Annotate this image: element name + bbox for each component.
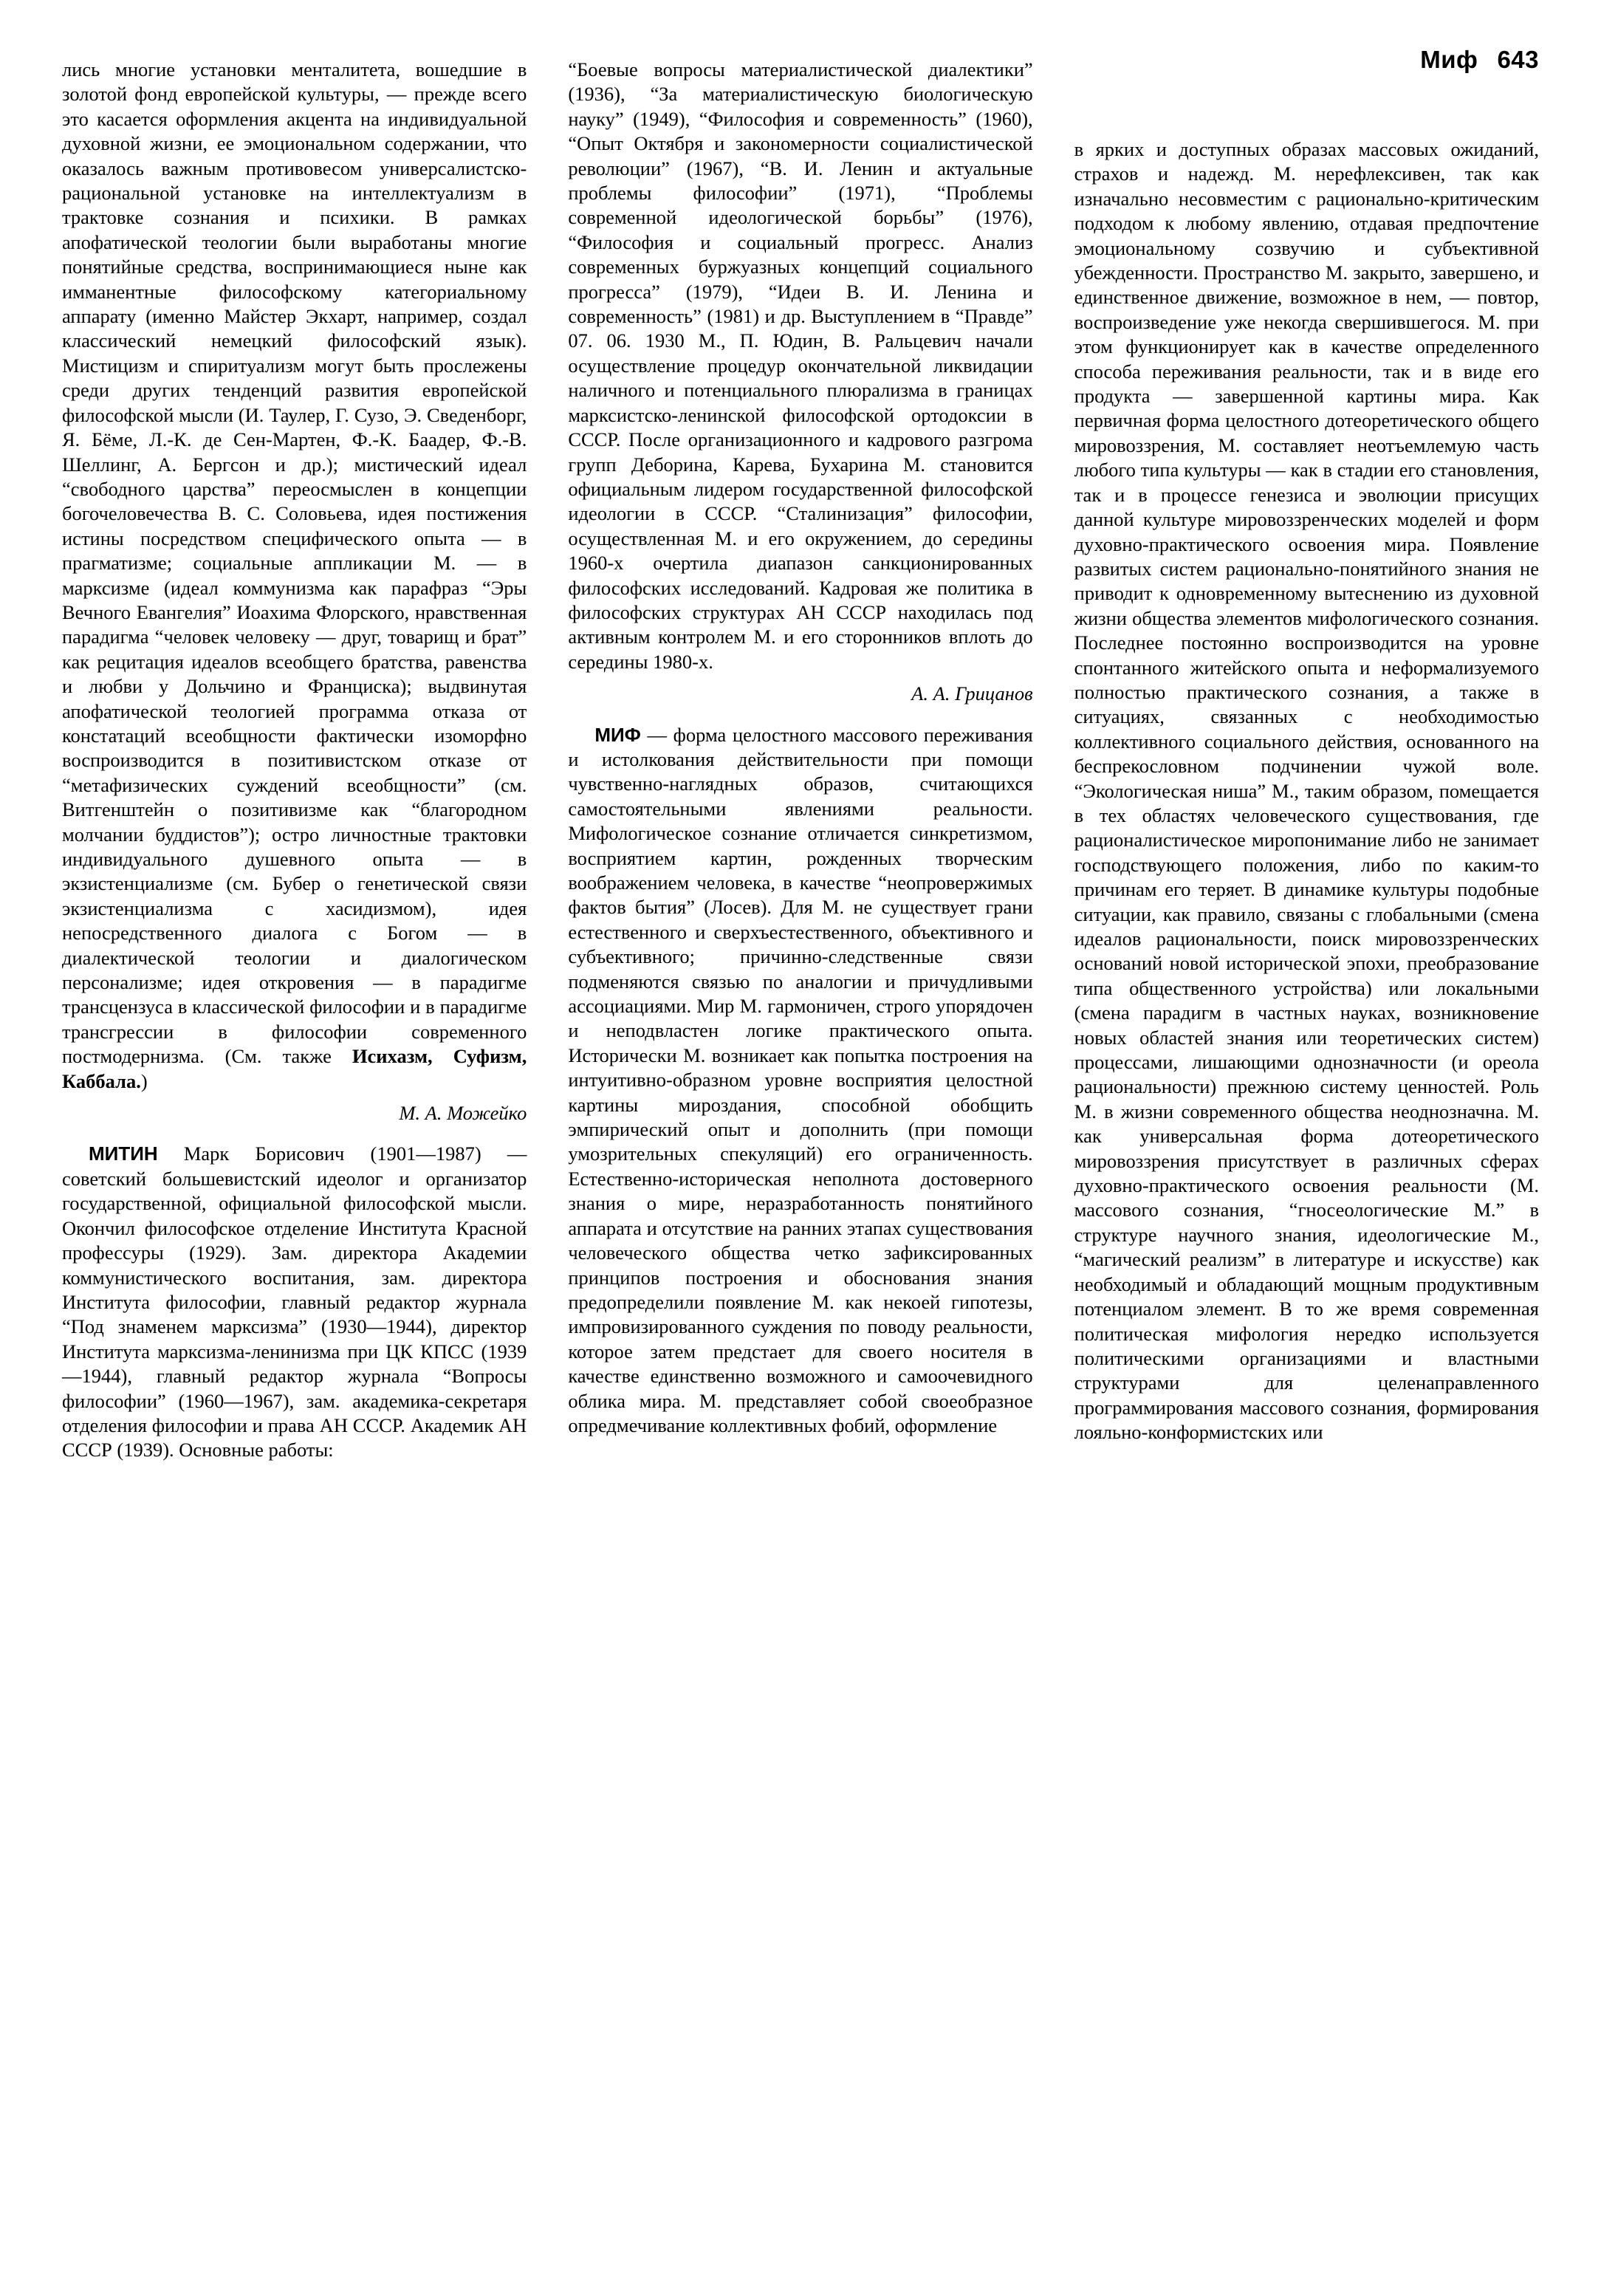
text-columns: [62, 58, 1539, 1463]
entry-author-gritsanov: А. А. Грицанов: [911, 682, 1033, 705]
entry-mitin: [62, 1142, 527, 1462]
col3-text: в ярких и доступных образах массовых ожиданий, страхов и надежд. М. нерефлексивен, так как изначально несовместим с рационально-критическим подходом к любому явлению, отдавая предпочтение эмоциональному созвучию и субъективной убежденности. Пространство М. закрыто, завершено, и единственное движение, возможное в нем, — повтор, воспроизведение уже некогда свершившегося. М. при этом функционирует как в качестве определенного способа переживания реальности, так и в виде его продукта — завершенной картины мира. Как первичная форма целостного дотеоретического общего мировоззрения, М. составляет неотъемлемую часть любого типа культуры — как в стадии его становления, так и в процессе генезиса и эволюции присущих данной культуре мировоззренческих моделей и форм духовно-практического освоения мира. Появление развитых систем рационально-понятийного знания не приводит к одновременному вытеснению из духовной жизни общества элементов мифологического сознания. Последнее постоянно воспроизводится на уровне спонтанного житейского опыта и неформализуемого полностью практического сознания, а также в ситуациях, связанных с необходимостью коллективного социального действия, основанного на беспрекословном подчинении чужой воле. “Экологическая ниша” М., таким образом, помещается в тех областях человеческого существования, где рационалистическое миропонимание либо не занимает господствующего положения, либо по каким-то причинам его теряет. В динамике культуры подобные ситуации, как правило, связаны с глобальными (смена идеалов рациональности, поиск мировоззренческих оснований новой исторической эпохи, преобразование типа общественного устройства) или локальными (смена парадигм в частных науках, возникновение новых областей знания или теоретических систем) процессами, лишающими однозначности (и ореола рациональности) прежнюю систему ценностей. Роль М. в жизни современного общества неоднозначна. М. как универсальная форма дотеоретического мировоззрения присутствует в различных сферах духовно-практического освоения реальности (М. массового сознания, “гносеологические М.” в структуре научного знания, идеологические М., “магический реализм” в литературе и искусстве) как необходимый и обладающий мощным продуктивным потенциалом элемент. В то же время современная политическая мифология нередко используется политическими организациями и властными структурами для целенаправленного программирования массового сознания, формирования лояльно-конформистских или: [1074, 138, 1539, 1444]
col2-continuation-text: “Боевые вопросы материалистической диалектики” (1936), “За материалистическую биологическую науку” (1949), “Философия и современность” (1960), “Опыт Октября и закономерности социалистической революции” (1967), “В. И. Ленин и актуальные проблемы философии” (1971), “Проблемы современной идеологической борьбы” (1976), “Философия и социальный прогресс. Анализ современных буржуазных концепций социального прогресса” (1979), “Идеи В. И. Ленина и современность” (1981) и др. Выступлением в “Правде” 07. 06. 1930 М., П. Юдин, В. Ральцевич начали осуществление процедур окончательной ликвидации наличного и потенциального плюрализма в границах марксистско-ленинской философской ортодоксии в СССР. После организационного и кадрового разгрома групп Деборина, Карева, Бухарина М. становится официальным лидером государственной философской идеологии в СССР. “Сталинизация” философии, осуществленная М. и его окружением, до середины 1960-х очертила диапазон санкционированных философских исследований. Кадровая же политика в философских структурах АН СССР находилась под активным контролем М. и его сторонников вплоть до середины 1980-х.: [568, 58, 1033, 673]
col1-cross-reference: Исихазм, Суфизм, Каббала.: [62, 1045, 527, 1092]
entry-term-mif: МИФ: [594, 723, 641, 746]
paragraph-continuation-col1: [62, 58, 527, 1094]
col1-continuation-text: лись многие установки менталитета, вошедшие в золотой фонд европейской культуры, — прежде всего это касается оформления акцента на индивидуальной духовной жизни, ее эмоциональном содержании, что оказалось важным противовесом универсалистско-рациональной установке на интеллектуализм в трактовке сознания и психики. В рамках апофатической теологии были выработаны многие понятийные средства, воспринимающиеся ныне как имманентные философскому категориальному аппарату (именно Майстер Экхарт, например, создал классический немецкий философский язык). Мистицизм и спиритуализм могут быть прослежены среди других тенденций развития европейской философской мысли (И. Таулер, Г. Сузо, Э. Сведенборг, Я. Бёме, Л.-К. де Сен-Мартен, Ф.-К. Баадер, Ф.-В. Шеллинг, А. Бергсон и др.); мистический идеал “свободного царства” переосмыслен в концепции богочеловечества В. С. Соловьева, идея постижения истины посредством специфического опыта — в прагматизме; социальные аппликации М. — в марксизме (идеал коммунизма как парафраз “Эры Вечного Евангелия” Иоахима Флорского, нравственная парадигма “человек человеку — друг, товарищ и брат” как рецитация идеалов всеобщего братства, равенства и любви у Дольчино и Франциска); выдвинутая апофатической теологией программа отказа от констатаций всеобщности фактически изоморфно воспроизводится в позитивистском отказе от “метафизических суждений всеобщности” (см. Витгенштейн о позитивизме как “благородном молчании буддистов”); остро личностные трактовки индивидуального душевного опыта — в экзистенциализме (см. Бубер о генетической связи экзистенциализма с хасидизмом), идея непосредственного диалога с Богом — в диалектической теологии и диалогическом персонализме; идея откровения — в парадигме трансцензуса в классической философии и в парадигме трансгрессии в философии современного постмодернизма. (См. также: [62, 58, 527, 1068]
paragraph-continuation-col3: [1074, 137, 1539, 1445]
page-number: 643: [1497, 46, 1539, 73]
column-2: [568, 58, 1032, 1463]
paragraph-continuation-col2: [568, 58, 1032, 674]
entry-body-mitin: Марк Борисович (1901—1987) — советский большевистский идеолог и организатор государственной, официальной философской мысли. Окончил философское отделение Института Красной профессуры (1929). Зам. директора Академии коммунистического воспитания, зам. директора Института философии, главный редактор журнала “Под знаменем марксизма” (1930—1944), директор Института марксизма-ленинизма при ЦК КПСС (1939—1944), главный редактор журнала “Вопросы философии” (1960—1967), зам. академика-секретаря отделения философии и права АН СССР. Академик АН СССР (1939). Основные работы:: [62, 1142, 527, 1461]
column-1: [62, 58, 527, 1463]
entry-author-mozheiko: М. А. Можейко: [399, 1102, 527, 1125]
entry-term-mitin: МИТИН: [89, 1142, 158, 1165]
entry-body-mif: — форма целостного массового переживания и истолкования действительности при помощи чувственно-наглядных образов, считающихся самостоятельными явлениями реальности. Мифологическое сознание отличается синкретизмом, восприятием картин, рожденных творческим воображением человека, в качестве “неопровержимых фактов бытия” (Лосев). Для М. не существует грани естественного и сверхъестественного, объективного и субъективного; причинно-следственные связи подменяются связью по аналогии и причудливыми ассоциациями. Мир М. гармоничен, строго упорядочен и неподвластен логике практического опыта. Исторически М. возникает как попытка построения на интуитивно-образном уровне восприятия целостной картины мироздания, способной обобщить эмпирический опыт и дополнить (при помощи умозрительных спекуляций) его ограниченность. Естественно-историческая неполнота достоверного знания о мире, неразработанность понятийного аппарата и отсутствие на ранних этапах существования человеческого общества четко зафиксированных принципов построения и обоснования знания предопределили появление М. как некоей гипотезы, импровизированного суждения по поводу реальности, которое затем предстает для своего носителя в качестве единственно возможного и самоочевидного облика мира. М. представляет собой своеобразное опредмечивание коллективных фобий, оформление: [568, 723, 1033, 1436]
column-3: [1074, 58, 1539, 1463]
col1-continuation-tail: ): [140, 1069, 148, 1092]
entry-mif: [568, 723, 1032, 1439]
running-title: Миф: [1420, 46, 1478, 73]
